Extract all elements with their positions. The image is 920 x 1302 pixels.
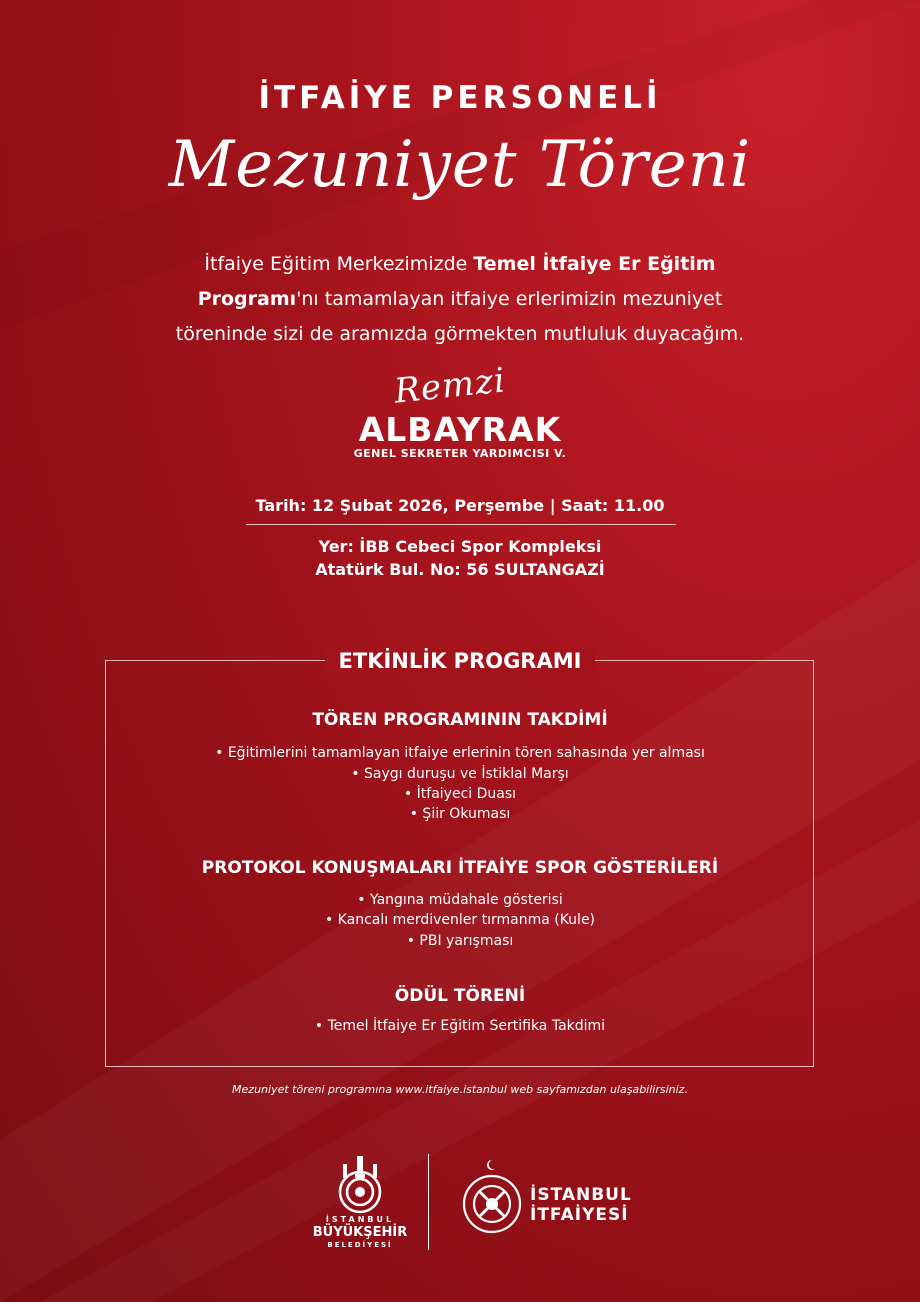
signature-role: GENEL SEKRETER YARDIMCISI V.	[353, 447, 567, 460]
ibb-emblem-icon	[325, 1152, 395, 1216]
intro-line3: töreninde sizi de aramızda görmekten mutluluk duyacağım.	[175, 323, 745, 345]
intro-line2-bold: Programı	[197, 288, 297, 310]
signature-last-name: ALBAYRAK	[358, 410, 562, 449]
intro-line2-plain: 'nı tamamlayan itfaiye erlerimizin mezuniyet	[296, 288, 723, 310]
program-item: • Kancalı merdivenler tırmanma (Kule)	[324, 912, 596, 928]
ibb-logo-line3: BELEDİYESİ	[327, 1241, 393, 1249]
program-section-title: TÖREN PROGRAMININ TAKDİMİ	[312, 710, 608, 730]
program-item: • Temel İtfaiye Er Eğitim Sertifika Takdimi	[314, 1018, 606, 1034]
footer-note: Mezuniyet töreni programına www.itfaiye.istanbul web sayfamızdan ulaşabilirsiniz.	[232, 1083, 688, 1096]
program-section-title: PROTOKOL KONUŞMALARI İTFAİYE SPOR GÖSTERİLERİ	[201, 858, 719, 878]
intro-line1-bold: Temel İtfaiye Er Eğitim	[473, 253, 716, 275]
logo-divider	[428, 1154, 429, 1250]
program-heading-wrap	[0, 649, 920, 673]
page-title: Mezuniyet Töreni	[168, 128, 752, 202]
ibb-logo-line2: BÜYÜKŞEHİR	[312, 1225, 408, 1240]
intro-line1-plain: İtfaiye Eğitim Merkezimizde	[204, 253, 474, 275]
fire-department-emblem-icon	[459, 1158, 525, 1238]
date-divider	[246, 524, 676, 525]
event-date: Tarih: 12 Şubat 2026, Perşembe | Saat: 11.00	[255, 496, 665, 515]
event-place-line2: Atatürk Bul. No: 56 SULTANGAZİ	[315, 560, 605, 579]
program-item: • Eğitimlerini tamamlayan itfaiye erlerinin tören sahasında yer alması	[215, 745, 705, 761]
ibb-logo-line1: İSTANBUL	[325, 1215, 395, 1224]
event-place-line1: Yer: İBB Cebeci Spor Kompleksi	[318, 537, 602, 556]
itfaiye-logo-line2: İTFAİYESİ	[530, 1205, 629, 1225]
program-item: • PBI yarışması	[406, 933, 514, 949]
program-item: • Yangına müdahale gösterisi	[357, 892, 563, 908]
itfaiye-logo-line1: İSTANBUL	[530, 1185, 632, 1205]
program-item: • İtfaiyeci Duası	[403, 786, 517, 802]
program-heading: ETKİNLİK PROGRAMI	[325, 649, 596, 673]
signature-first-name: Remzi	[392, 360, 508, 412]
program-item: • Şiir Okuması	[409, 806, 511, 822]
program-item: • Saygı duruşu ve İstiklal Marşı	[351, 766, 569, 782]
subtitle: İTFAİYE PERSONELİ	[258, 80, 662, 116]
program-section-title: ÖDÜL TÖRENİ	[394, 986, 526, 1006]
